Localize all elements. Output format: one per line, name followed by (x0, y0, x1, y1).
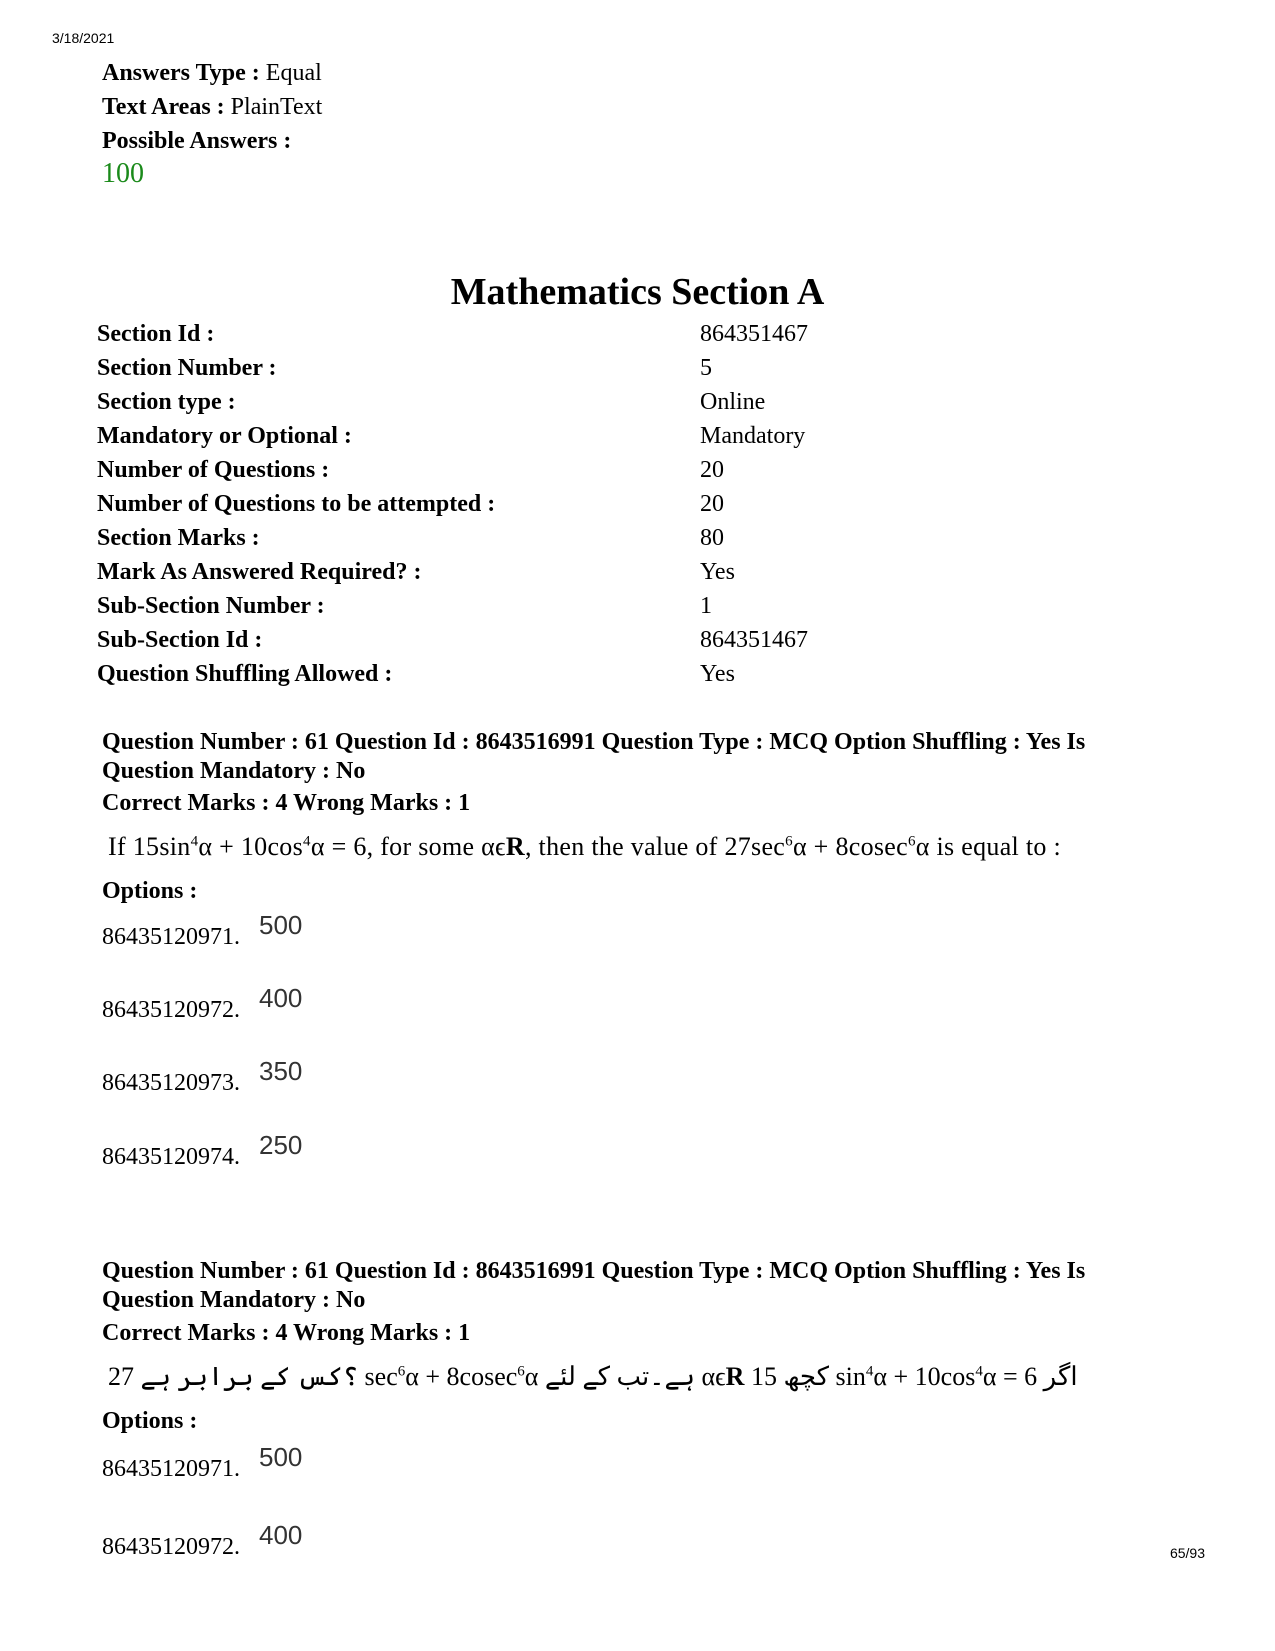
section-info-key: Question Shuffling Allowed : (97, 661, 393, 687)
question-marks: Correct Marks : 4 Wrong Marks : 1 (102, 1320, 471, 1346)
section-info-key: Mark As Answered Required? : (97, 559, 422, 585)
options-label: Options : (102, 878, 198, 904)
section-info-row (97, 317, 1197, 351)
option-row (102, 983, 303, 1024)
section-info-key: Section type : (97, 389, 236, 415)
section-info-value: Online (700, 389, 766, 415)
section-info-row (97, 385, 1197, 419)
section-info-value: Yes (700, 559, 735, 585)
option-id: 86435120972. (102, 997, 240, 1023)
option-id: 86435120971. (102, 1456, 240, 1482)
question-header: Question Number : 61 Question Id : 8643516991 Question Type : MCQ Option Shuffling : Yes Is Question Mandatory : No (102, 1258, 1086, 1313)
section-info-key: Mandatory or Optional : (97, 423, 352, 449)
possible-answers-line (102, 124, 322, 158)
question-header: Question Number : 61 Question Id : 8643516991 Question Type : MCQ Option Shuffling : Yes Is Question Mandatory : No (102, 729, 1086, 784)
section-info-row (97, 589, 1197, 623)
page-number: 65/93 (1169, 1545, 1205, 1561)
text-areas-line (102, 90, 322, 124)
section-info-value: Yes (700, 661, 735, 687)
section-info-value: 20 (700, 491, 724, 517)
section-info-row (97, 351, 1197, 385)
section-info-key: Number of Questions : (97, 457, 330, 483)
option-value: 500 (259, 910, 303, 940)
section-info-row (97, 419, 1197, 453)
option-row (102, 1442, 303, 1483)
option-value: 250 (259, 1130, 303, 1160)
option-row (102, 1520, 303, 1561)
section-info-row (97, 453, 1197, 487)
option-value: 350 (259, 1056, 303, 1086)
answers-type-label: Answers Type : (102, 60, 260, 86)
answers-type-value: Equal (265, 60, 322, 86)
option-id: 86435120973. (102, 1070, 240, 1096)
section-info-value: 1 (700, 593, 712, 619)
section-info-value: 864351467 (700, 321, 808, 347)
section-info-key: Section Number : (97, 355, 277, 381)
section-info-key: Number of Questions to be attempted : (97, 491, 496, 517)
section-info-value: Mandatory (700, 423, 806, 449)
section-info-key: Sub-Section Id : (97, 627, 263, 653)
section-info-value: 20 (700, 457, 724, 483)
section-info-value: 5 (700, 355, 712, 381)
option-row (102, 1130, 303, 1171)
section-info-key: Sub-Section Number : (97, 593, 325, 619)
option-value: 500 (259, 1442, 303, 1472)
option-id: 86435120972. (102, 1534, 240, 1560)
option-row (102, 1056, 303, 1097)
option-id: 86435120974. (102, 1144, 240, 1170)
section-info-row (97, 521, 1197, 555)
section-title: Mathematics Section A (450, 271, 825, 313)
option-id: 86435120971. (102, 924, 240, 950)
possible-answer-value: 100 (102, 158, 144, 189)
section-info-row (97, 623, 1197, 657)
question-text: If $15\sin^4\alpha + 10\cos^4\alpha = 6$, for some αϵR, then the value of $27\sec^6\alpha + 8cosec^6\alpha$ is equal to : (108, 832, 1062, 861)
possible-answers-label: Possible Answers : (102, 128, 292, 154)
option-row (102, 910, 303, 951)
section-info-key: Section Id : (97, 321, 215, 347)
question-text-urdu: ؟کس کے برابر ہے 27 $\sec^6\alpha + 8cosec^6\alpha$ ہے۔تب کے لئے αϵR کچھ 15 $\sin^4\alpha + 10\cos^4\alpha = 6$ اگر (108, 1362, 1078, 1391)
previous-question-meta (102, 56, 322, 158)
section-info-row (97, 555, 1197, 589)
section-info-value: 864351467 (700, 627, 808, 653)
text-areas-value: PlainText (230, 94, 323, 120)
option-value: 400 (259, 1520, 303, 1550)
answers-type-line (102, 56, 322, 90)
section-info-key: Section Marks : (97, 525, 260, 551)
section-info-table (97, 317, 1197, 691)
text-areas-label: Text Areas : (102, 94, 225, 120)
section-info-value: 80 (700, 525, 724, 551)
options-label: Options : (102, 1408, 198, 1434)
question-marks: Correct Marks : 4 Wrong Marks : 1 (102, 790, 471, 816)
section-info-row (97, 487, 1197, 521)
section-info-row (97, 657, 1197, 691)
print-date: 3/18/2021 (52, 30, 115, 46)
option-value: 400 (259, 983, 303, 1013)
